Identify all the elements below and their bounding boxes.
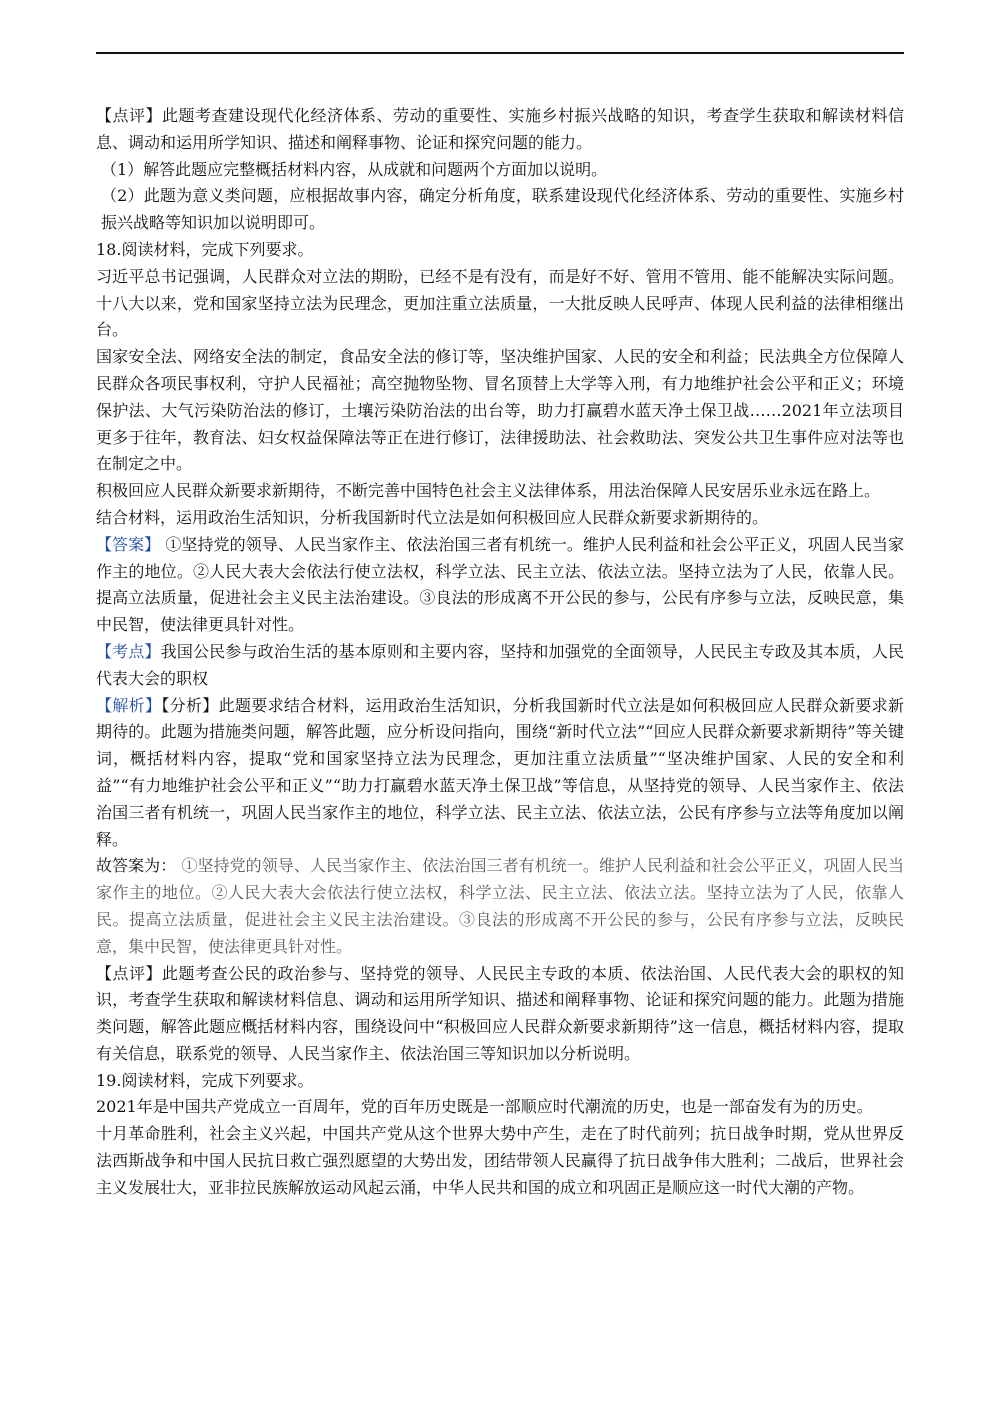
q18-question: 结合材料，运用政治生活知识，分析我国新时代立法是如何积极回应人民群众新要求新期待的。 [96,507,769,527]
note-2: （2）此题为意义类问题，应根据故事内容，确定分析角度，联系建设现代化经济体系、劳动的重要性、实施乡村振兴战略等知识加以说明即可。 [101,186,904,233]
q18-dianping [96,961,904,1068]
kaodian-tag: 【考点】 [96,641,161,661]
answer-text: ①坚持党的领导、人民当家作主、依法治国三者有机统一。维护人民利益和社会公平正义，巩固人民当家作主的地位。②人民大表大会依法行使立法权，科学立法、民主立法、依法立法。坚持立法为了人民，依靠人民。提高立法质量，促进社会主义民主法治建设。③良法的形成离不开公民的参与，公民有序参与立法，反映民意，集中民智，使法律更具针对性。 [96,534,904,635]
q18-title: 18.阅读材料，完成下列要求。 [96,239,314,259]
dianping-text: 此题考查建设现代化经济体系、劳动的重要性、实施乡村振兴战略的知识，考查学生获取和解读材料信息、调动和运用所学知识、描述和阐释事物、论证和探究问题的能力。 [96,106,904,152]
q19-para-1: 2021年是中国共产党成立一百周年，党的百年历史既是一部顺应时代潮流的历史，也是一部奋发有为的历史。 [96,1097,873,1117]
q18-answer [96,532,904,639]
q18-para-2: 国家安全法、网络安全法的制定，食品安全法的修订等，坚决维护国家、人民的安全和利益；民法典全方位保障人民群众各项民事权利，守护人民福祉；高空抛物坠物、冒名顶替上大学等入刑，有力地维护社会公平和正义；环境保护法、大气污染防治法的修订，土壤污染防治法的出台等，助力打赢碧水蓝天净土保卫战……2021年立法项目更多于往年，教育法、妇女权益保障法等正在进行修订，法律援助法、社会救助法、突发公共卫生事件应对法等也在制定之中。 [96,347,904,474]
header-rule [96,52,904,54]
guda-text: ①坚持党的领导、人民当家作主、依法治国三者有机统一。维护人民利益和社会公平正义，巩固人民当家作主的地位。②人民大表大会依法行使立法权，科学立法、民主立法、依法立法。坚持立法为了人民，依靠人民。提高立法质量，促进社会主义民主法治建设。③良法的形成离不开公民的参与，公民有序参与立法，反映民意，集中民智，使法律更具针对性。 [96,856,904,956]
q19-title: 19.阅读材料，完成下列要求。 [96,1070,314,1090]
dianping-paragraph [96,103,904,157]
q18-kaodian [96,639,904,693]
fenxi-text: 【分析】此题要求结合材料，运用政治生活知识，分析我国新时代立法是如何积极回应人民群众新要求新期待的。此题为措施类问题，解答此题，应分析设问指向，围绕“新时代立法”“回应人民群众新要求新期待”等关键词，概括材料内容，提取“党和国家坚持立法为民理念，更加注重立法质量”“坚决维护国家、人民的安全和利益”“有力地维护社会公平和正义”“助力打赢碧水蓝天净土保卫战”等信息，从坚持党的领导、人民当家作主、依法治国三者有机统一，巩固人民当家作主的地位，科学立法、民主立法、依法立法，公民有序参与立法等角度加以阐释。 [96,695,904,849]
note-1: （1）解答此题应完整概括材料内容，从成就和问题两个方面加以说明。 [101,159,608,179]
dianping-tag: 【点评】 [96,106,162,125]
q18-dianping-tag: 【点评】 [96,963,162,983]
q18-para-1: 习近平总书记强调，人民群众对立法的期盼，已经不是有没有，而是好不好、管用不管用、能不能解决实际问题。十八大以来，党和国家坚持立法为民理念，更加注重立法质量，一大批反映人民呼声、体现人民利益的法律相继出台。 [96,266,904,340]
jiexi-tag: 【解析】 [96,695,162,715]
kaodian-text: 我国公民参与政治生活的基本原则和主要内容，坚持和加强党的全面领导，人民民主专政及其本质，人民代表大会的职权 [96,641,904,688]
q18-para-3: 积极回应人民群众新要求新期待，不断完善中国特色社会主义法律体系，用法治保障人民安居乐业永远在路上。 [96,481,881,501]
q19-para-2: 十月革命胜利，社会主义兴起，中国共产党从这个世界大势中产生，走在了时代前列；抗日战争时期，党从世界反法西斯战争和中国人民抗日救亡强烈愿望的大势出发，团结带领人民赢得了抗日战争伟大胜利；二战后，世界社会主义发展壮大，亚非拉民族解放运动风起云涌，中华人民共和国的成立和巩固正是顺应这一时代大潮的产物。 [96,1124,904,1197]
q18-guda [96,853,904,960]
guda-label: 故答案为： [96,856,177,876]
answer-tag: 【答案】 [96,534,161,554]
q18-jiexi [96,693,904,854]
document-body [96,103,904,1202]
q18-dianping-text: 此题考查公民的政治参与、坚持党的领导、人民民主专政的本质、依法治国、人民代表大会的职权的知识，考查学生获取和解读材料信息、调动和运用所学知识、描述和阐释事物、论证和探究问题的能力。此题为措施类问题，解答此题应概括材料内容，围绕设问中“积极回应人民群众新要求新期待”这一信息，概括材料内容，提取有关信息，联系党的领导、人民当家作主、依法治国三等知识加以分析说明。 [96,963,904,1063]
